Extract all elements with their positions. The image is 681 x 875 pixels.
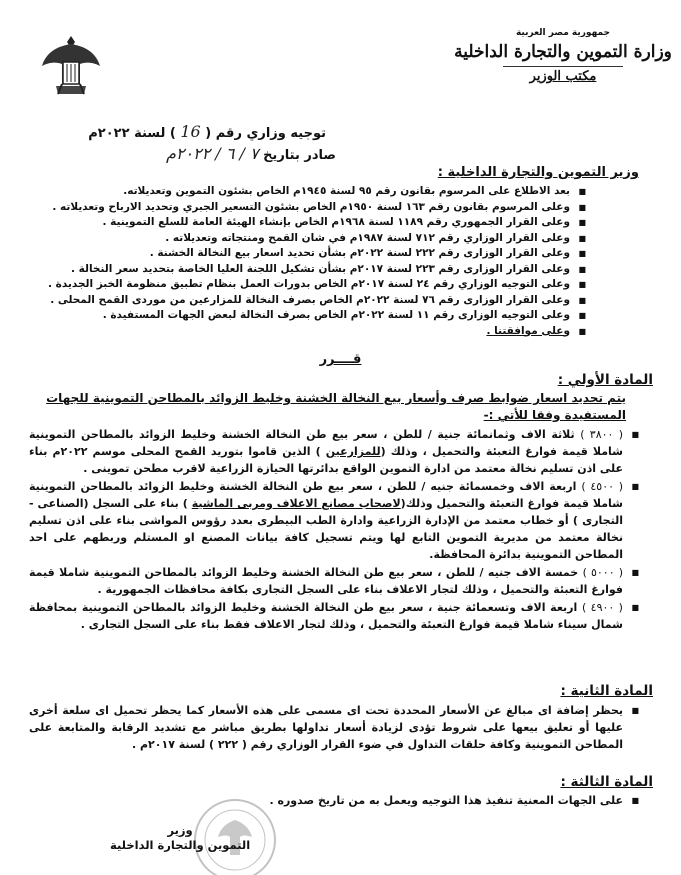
bullet-icon: ■ bbox=[631, 603, 639, 612]
bullet-icon: ■ bbox=[631, 568, 639, 577]
bullet-icon: ■ bbox=[578, 249, 586, 258]
list-item: ■ وعلى موافقتنا . bbox=[66, 324, 586, 340]
decided-heading: قــــرر bbox=[319, 352, 362, 367]
bullet-icon: ■ bbox=[578, 233, 586, 243]
bullet-icon: ■ bbox=[631, 430, 639, 439]
ministry-name: وزارة التموين والتجارة الداخلية bbox=[454, 42, 672, 62]
list-item: ■ وعلى القرار الوزارى رقم ٢٢٢ لسنة ٢٠٢٢م بشأن تحديد اسعار بيع النخالة الخشنة . bbox=[66, 246, 586, 262]
bullet-icon: ■ bbox=[631, 706, 639, 715]
bullet-icon: ■ bbox=[631, 482, 639, 491]
list-item: ■ وعلى القرار الوزارى رقم ٢٢٣ لسنة ٢٠١٧م بشأن تشكيل اللجنة العليا الخاصة بتحديد سعر النخالة . bbox=[66, 262, 586, 278]
list-item: ■ وعلى التوجيه الوزارى رقم ١١ لسنة ٢٠٢٢م الخاص بصرف النخالة لبعض الجهات المستفيدة . bbox=[66, 308, 586, 324]
bullet-icon: ■ bbox=[578, 218, 586, 227]
issue-date: ٧ / ٦ / ٢٠٢٢م bbox=[165, 144, 259, 163]
bullet-icon: ■ bbox=[578, 295, 586, 305]
minister-heading: وزير التموين والتجارة الداخلية : bbox=[437, 165, 639, 180]
bullet-icon: ■ bbox=[578, 280, 586, 289]
recitals-list bbox=[48, 184, 586, 339]
office-name: مكتب الوزير bbox=[529, 69, 597, 84]
bullet-icon: ■ bbox=[578, 202, 586, 212]
list-item: ■ يحظر إضافة اى مبالغ عن الأسعار المحددة تحت اى مسمى على هذه الأسعار كما يحظر تحميل اى سلعة أخرى عليها أو تعليق بيعها على شروط تؤدى لزيادة أسعار تداولها بطريق مباشر مع تشديد الرقابة والمتابعة على المطاحن التموينية وكافة حلقات التداول في ضوء القرار الوزاري رقم ( ٢٢٢ ) لسنة ٢٠١٧م . bbox=[29, 704, 639, 751]
list-item: ■ على الجهات المعنية تنفيذ هذا التوجيه ويعمل به من تاريخ صدوره . bbox=[269, 794, 639, 807]
article-1-items bbox=[29, 426, 639, 634]
article-3-heading: المادة الثالثة : bbox=[560, 774, 653, 790]
bullet-icon: ■ bbox=[631, 796, 639, 805]
eagle-emblem-icon bbox=[40, 32, 102, 102]
directive-title: توجيه وزاري رقم ( 16 ) لسنة ٢٠٢٢م bbox=[88, 122, 326, 141]
price-item: ■ ( ٤٩٠٠ ) اربعة الاف وتسعمائة جنية ، سعر بيع طن النخالة الخشنة وخليط الزوائد بالمطاحن التموينية بمحافظة شمال سيناء شاملا قيمة فوارغ التعبئة والتحميل ، وذلك لتجار الاعلاف فقط بناء على السجل التجارى . bbox=[29, 601, 639, 631]
article-2-heading: المادة الثانية : bbox=[560, 683, 653, 699]
article-3-items bbox=[29, 792, 639, 810]
article-1-heading: المادة الأولي : bbox=[557, 372, 653, 388]
directive-number: 16 bbox=[180, 122, 201, 141]
price-item: ■ ( ٤٥٠٠ ) اربعة الاف وخمسمائة جنيه / للطن ، سعر بيع طن النخالة الخشنة وخليط الزوائد بالمطاحن التموينية شاملا قيمة فوارغ التعبئة والتحميل وذلك(لاصحاب مصانع الاعلاف ومربى الماشية ) بناء على السجل (الصناعى - التجارى ) أو خطاب معتمد من الإدارة الزراعية وادارة الطب البيطرى بعدد رؤوس المواشى بناء على اذن تسليم نخالة معتمد من مديرية التموين التابع لها ويتم تسجيل كافة بيانات المصنع او المستلم وربطهم على احد المطاحن التموينية بدائرة المحافظة. bbox=[29, 480, 639, 561]
list-item: ■ وعلى القرار الجمهوري رقم ١١٨٩ لسنة ١٩٦٨م الخاص بإنشاء الهيئة العامة للسلع التموينية . bbox=[66, 215, 586, 231]
bullet-icon: ■ bbox=[578, 187, 586, 196]
list-item: ■ بعد الاطلاع على المرسوم بقانون رقم ٩٥ لسنة ١٩٤٥م الخاص بشئون التموين وتعديلاته. bbox=[66, 184, 586, 200]
list-item: ■ وعلى التوجيه الوزاري رقم ٢٤ لسنة ٢٠١٧م الخاص بدورات العمل بنظام تطبيق منظومة الخبز الجديدة . bbox=[66, 277, 586, 293]
price-item: ■ ( ٥٠٠٠ ) خمسة الاف جنيه / للطن ، سعر بيع طن النخالة الخشنة وخليط الزوائد بالمطاحن التموينية شاملا قيمة فوارغ التعبئة والتحميل ، وذلك لتجار الاعلاف بناء على السجل التجارى بكافة محافظات الجمهورية . bbox=[29, 566, 639, 596]
article-2-items bbox=[29, 702, 639, 754]
republic-name: جمهورية مصر العربية bbox=[515, 28, 611, 38]
bullet-icon: ■ bbox=[578, 326, 586, 336]
list-item: ■ وعلى القرار الوزاري رقم ٧١٢ لسنة ١٩٨٧م في شان القمح ومنتجاته وتعديلاته . bbox=[66, 231, 586, 247]
letterhead bbox=[453, 28, 673, 84]
issue-date-line: صادر بتاريخ ٧ / ٦ / ٢٠٢٢م bbox=[165, 144, 336, 163]
list-item: ■ وعلى المرسوم بقانون رقم ١٦٣ لسنة ١٩٥٠م الخاص بشئون التسعير الجبري وتحديد الارباح وتعديلاته . bbox=[66, 200, 586, 216]
bullet-icon: ■ bbox=[578, 311, 586, 320]
price-item: ■ ( ٣٨٠٠ ) ثلاثة الاف وثمانمائة جنية / للطن ، سعر بيع طن النخالة الخشنة وخليط الزوائد بالمطاحن التموينية شاملا قيمة فوارغ التعبئة والتحميل ، وذلك (للمزارعين ) الذين قاموا بتوريد القمح المحلى موسم ٢٠٢٢م بناء على اذن تسليم نخالة معتمد من ادارة التموين الواقع بدائرتها الحيازة الزراعية لاقرب مطحن تموينى . bbox=[29, 428, 639, 475]
bullet-icon: ■ bbox=[578, 264, 586, 274]
divider bbox=[503, 66, 623, 67]
signature-block: وزير التموين والتجارة الداخلية bbox=[110, 823, 251, 852]
article-1-intro: يتم تحديد اسعار ضوابط صرف وأسعار بيع النخالة الخشنة وخليط الزوائد بالمطاحن التموينية للجهات المستفيدة وفقا للأتي :- bbox=[46, 391, 626, 422]
list-item: ■ وعلى القرار الوزارى رقم ٧٦ لسنة ٢٠٢٢م الخاص بصرف النخالة للمزارعين من موردى القمح المحلى . bbox=[66, 293, 586, 309]
